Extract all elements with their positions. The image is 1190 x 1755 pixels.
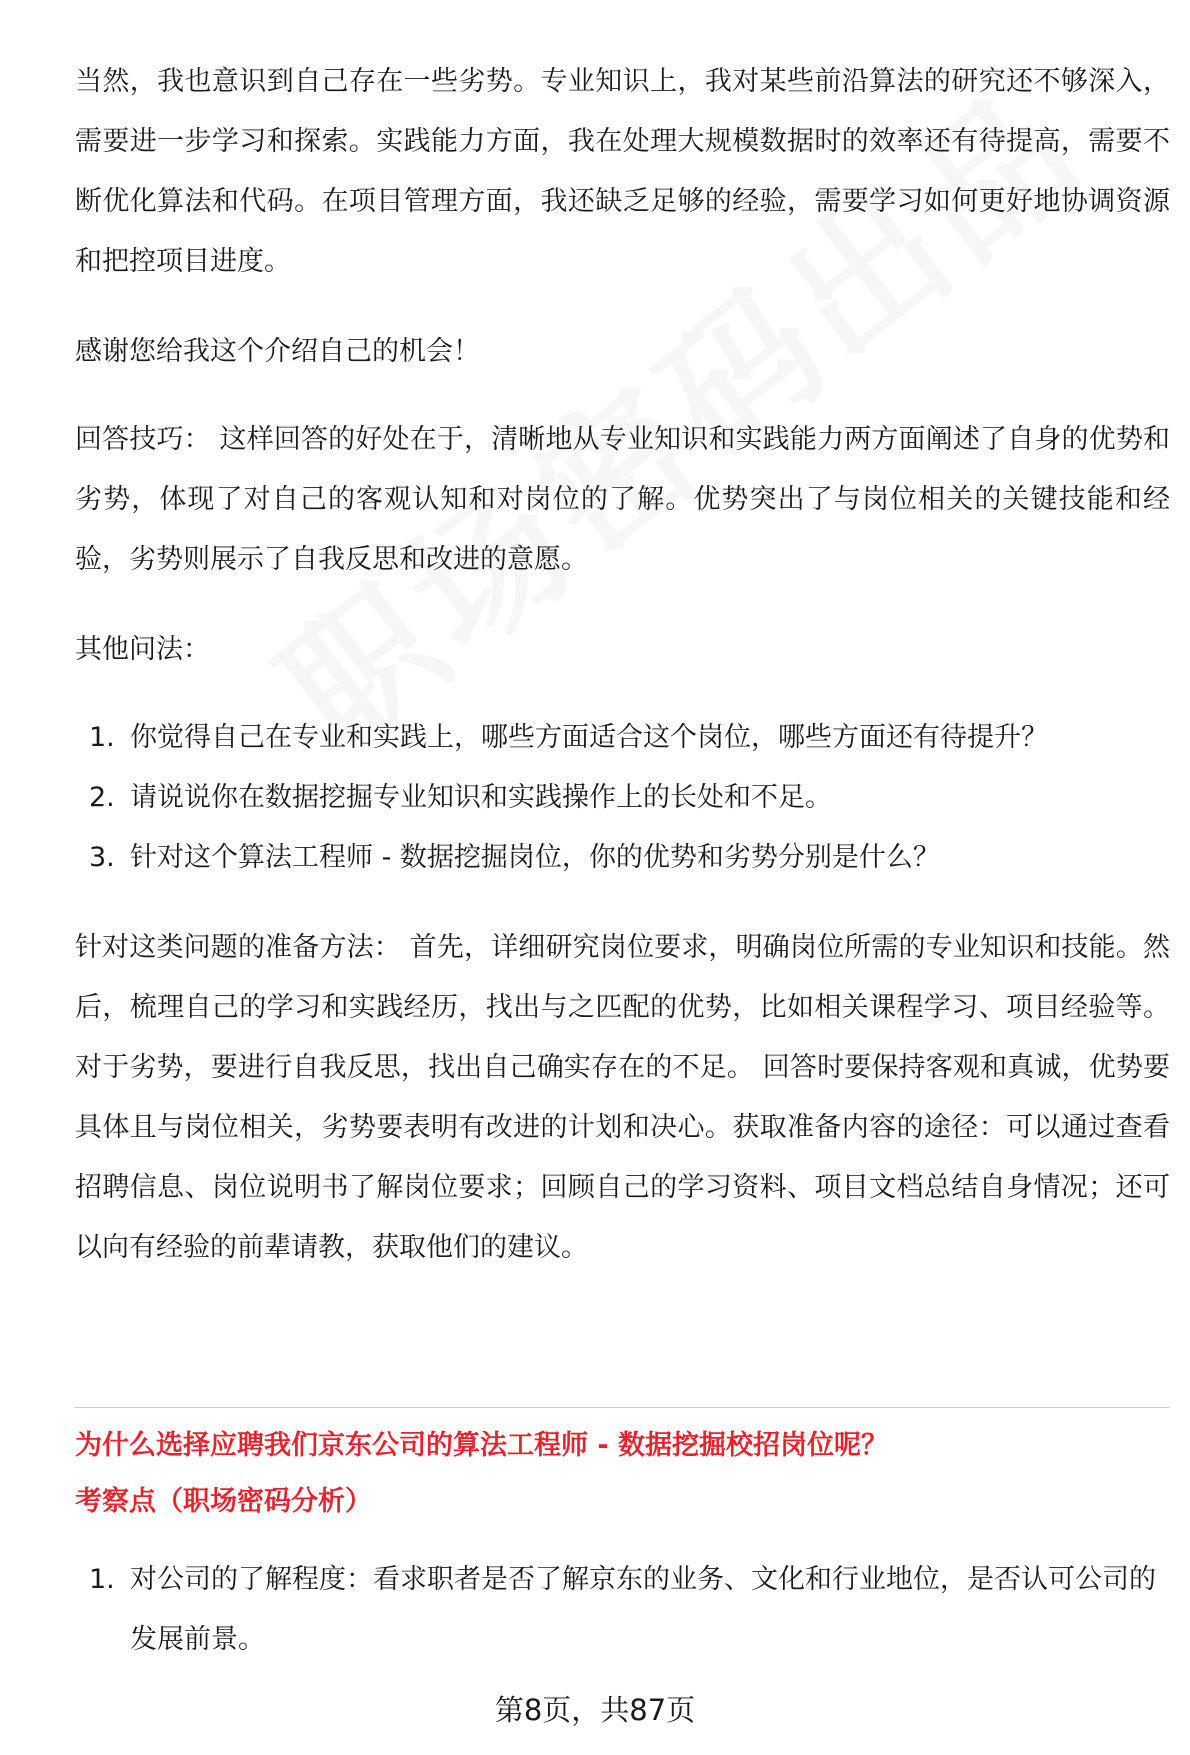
- next-question-section: [75, 1418, 1170, 1700]
- section-divider: [75, 1407, 1170, 1408]
- paragraph-preparation-method: 针对这类问题的准备方法： 首先，详细研究岗位要求，明确岗位所需的专业知识和技能。然后，梳理自己的学习和实践经历，找出与之匹配的优势，比如相关课程学习、项目经验等。对于劣势，要进行自我反思，找出自己确实存在的不足。 回答时要保持客观和真诚，优势要具体且与岗位相关，劣势要表明有改进的计划和决心。获取准备内容的途径：可以通过查看招聘信息、岗位说明书了解岗位要求；回顾自己的学习资料、项目文档总结自身情况；还可以向有经验的前辈请教，获取他们的建议。: [75, 932, 1170, 1263]
- paragraph-answer-tips: 回答技巧： 这样回答的好处在于，清晰地从专业知识和实践能力两方面阐述了自身的优势和劣势，体现了对自己的客观认知和对岗位的了解。优势突出了与岗位相关的关键技能和经验，劣势则展示了自我反思和改进的意愿。: [75, 424, 1170, 575]
- list-item-number: 1.: [89, 722, 115, 753]
- list-item-number: 2.: [89, 782, 115, 813]
- list-item-text: 你觉得自己在专业和实践上，哪些方面适合这个岗位，哪些方面还有待提升？: [130, 722, 1048, 753]
- list-item: [75, 708, 1170, 768]
- question-title: 为什么选择应聘我们京东公司的算法工程师 - 数据挖掘校招岗位呢？: [75, 1430, 889, 1461]
- other-questions-list: [75, 708, 1170, 888]
- main-content: [75, 52, 1170, 1308]
- list-item-text: 针对这个算法工程师 - 数据挖掘岗位，你的优势和劣势分别是什么？: [130, 842, 940, 873]
- paragraph-weaknesses: 当然，我也意识到自己存在一些劣势。专业知识上，我对某些前沿算法的研究还不够深入，需要进一步学习和探索。实践能力方面，我在处理大规模数据时的效率还有待提高，需要不断优化算法和代码。在项目管理方面，我还缺乏足够的经验，需要学习如何更好地协调资源和把控项目进度。: [75, 66, 1170, 277]
- question-subtitle: 考察点（职场密码分析）: [75, 1486, 372, 1517]
- paragraph-other-questions-heading: 其他问法：: [75, 634, 210, 665]
- paragraph-thanks: 感谢您给我这个介绍自己的机会！: [75, 336, 480, 367]
- list-item-text: 请说说你在数据挖掘专业知识和实践操作上的长处和不足。: [130, 782, 832, 813]
- list-item-number: 3.: [89, 842, 115, 873]
- assessment-points-list: [75, 1550, 1170, 1670]
- list-item: [75, 828, 1170, 888]
- list-item: [75, 768, 1170, 828]
- list-item: [75, 1550, 1170, 1670]
- list-item-text: 对公司的了解程度：看求职者是否了解京东的业务、文化和行业地位，是否认可公司的发展前景。: [130, 1564, 1156, 1655]
- page-number-footer: 第8页，共87页: [494, 1693, 696, 1727]
- list-item-number: 1.: [89, 1564, 115, 1595]
